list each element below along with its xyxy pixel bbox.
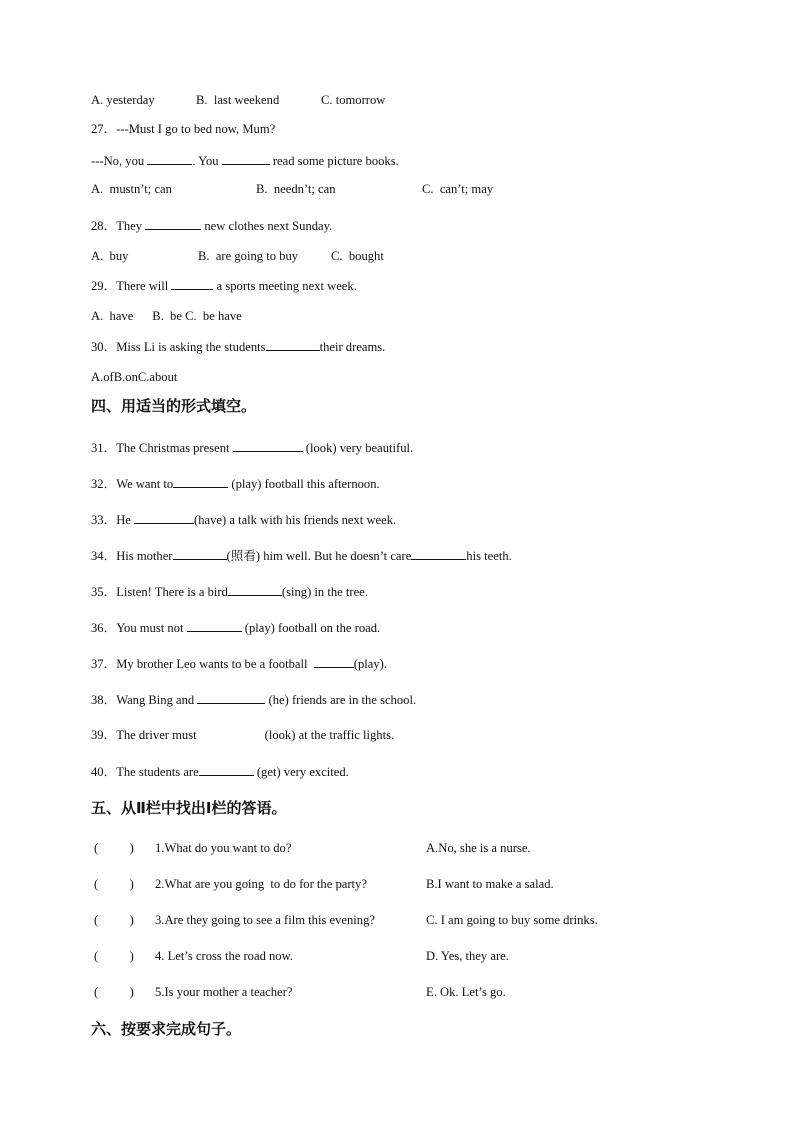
blank[interactable]	[197, 691, 265, 704]
q38: 38．Wang Bing and (he) friends are in the school.	[91, 693, 417, 707]
blank[interactable]	[145, 217, 201, 230]
blank[interactable]	[199, 763, 254, 776]
match-answer-d: D. Yes, they are.	[426, 949, 509, 963]
blank[interactable]	[228, 583, 282, 596]
blank[interactable]	[411, 547, 466, 560]
match-question-3: 3.Are they going to see a film this evening?	[155, 913, 375, 927]
q26-option-b: B. last weekend	[196, 93, 280, 107]
q28-option-a: A. buy	[91, 249, 129, 263]
answer-bracket[interactable]: ( )	[94, 841, 134, 855]
answer-bracket[interactable]: ( )	[94, 877, 134, 891]
q30-stem: 30．Miss Li is asking the students their dreams.	[91, 340, 386, 354]
blank[interactable]	[134, 511, 194, 524]
match-answer-a: A.No, she is a nurse.	[426, 841, 531, 855]
q27-option-b: B. needn’t; can	[256, 182, 336, 196]
blank[interactable]	[173, 475, 228, 488]
match-question-5: 5.Is your mother a teacher?	[155, 985, 293, 999]
q27-option-a: A. mustn’t; can	[91, 182, 172, 196]
q39: 39．The driver must (look) at the traffic lights.	[91, 728, 395, 742]
match-question-4: 4. Let’s cross the road now.	[155, 949, 294, 963]
section-6-heading: 六、按要求完成句子。	[91, 1020, 242, 1038]
q40: 40．The students are (get) very excited.	[91, 765, 349, 779]
q32: 32．We want to (play) football this afternoon.	[91, 477, 380, 491]
blank[interactable]	[173, 547, 227, 560]
blank[interactable]	[222, 152, 270, 165]
match-answer-c: C. I am going to buy some drinks.	[426, 913, 598, 927]
q34: 34．His mother (照看) him well. But he doesn’t care his teeth.	[91, 549, 512, 563]
match-question-2: 2.What are you going to do for the party?	[155, 877, 367, 891]
match-question-1: 1.What do you want to do?	[155, 841, 292, 855]
q36: 36．You must not (play) football on the road.	[91, 621, 381, 635]
q29-stem: 29．There will a sports meeting next week.	[91, 279, 357, 293]
match-answer-b: B.I want to make a salad.	[426, 877, 554, 891]
q27-option-c: C. can’t; may	[422, 182, 494, 196]
q26-option-a: A. yesterday	[91, 93, 155, 107]
blank[interactable]	[171, 277, 213, 290]
section-4-heading: 四、用适当的形式填空。	[91, 397, 257, 415]
section-5-heading: 五、从Ⅱ栏中找出Ⅰ栏的答语。	[91, 799, 287, 817]
blank[interactable]	[266, 338, 320, 351]
q33: 33．He (have) a talk with his friends next week.	[91, 513, 397, 527]
q26-option-c: C. tomorrow	[321, 93, 386, 107]
q35: 35．Listen! There is a bird (sing) in the tree.	[91, 585, 368, 599]
q37: 37．My brother Leo wants to be a football (play).	[91, 657, 388, 671]
q31: 31．The Christmas present (look) very beautiful.	[91, 441, 414, 455]
blank[interactable]	[147, 152, 192, 165]
answer-bracket[interactable]: ( )	[94, 985, 134, 999]
q28-option-b: B. are going to buy	[198, 249, 299, 263]
q28-stem: 28．They new clothes next Sunday.	[91, 219, 333, 233]
q27-dialogue: ---No, you . You read some picture books.	[91, 154, 399, 168]
blank[interactable]	[314, 655, 354, 668]
q29-options: A. have B. be C. be have	[91, 309, 242, 323]
q28-option-c: C. bought	[331, 249, 384, 263]
q27-stem: 27．---Must I go to bed now, Mum?	[91, 122, 276, 136]
blank[interactable]	[187, 619, 242, 632]
answer-bracket[interactable]: ( )	[94, 949, 134, 963]
q30-options: A.ofB.onC.about	[91, 370, 178, 384]
match-answer-e: E. Ok. Let’s go.	[426, 985, 506, 999]
answer-bracket[interactable]: ( )	[94, 913, 134, 927]
blank[interactable]	[233, 439, 303, 452]
